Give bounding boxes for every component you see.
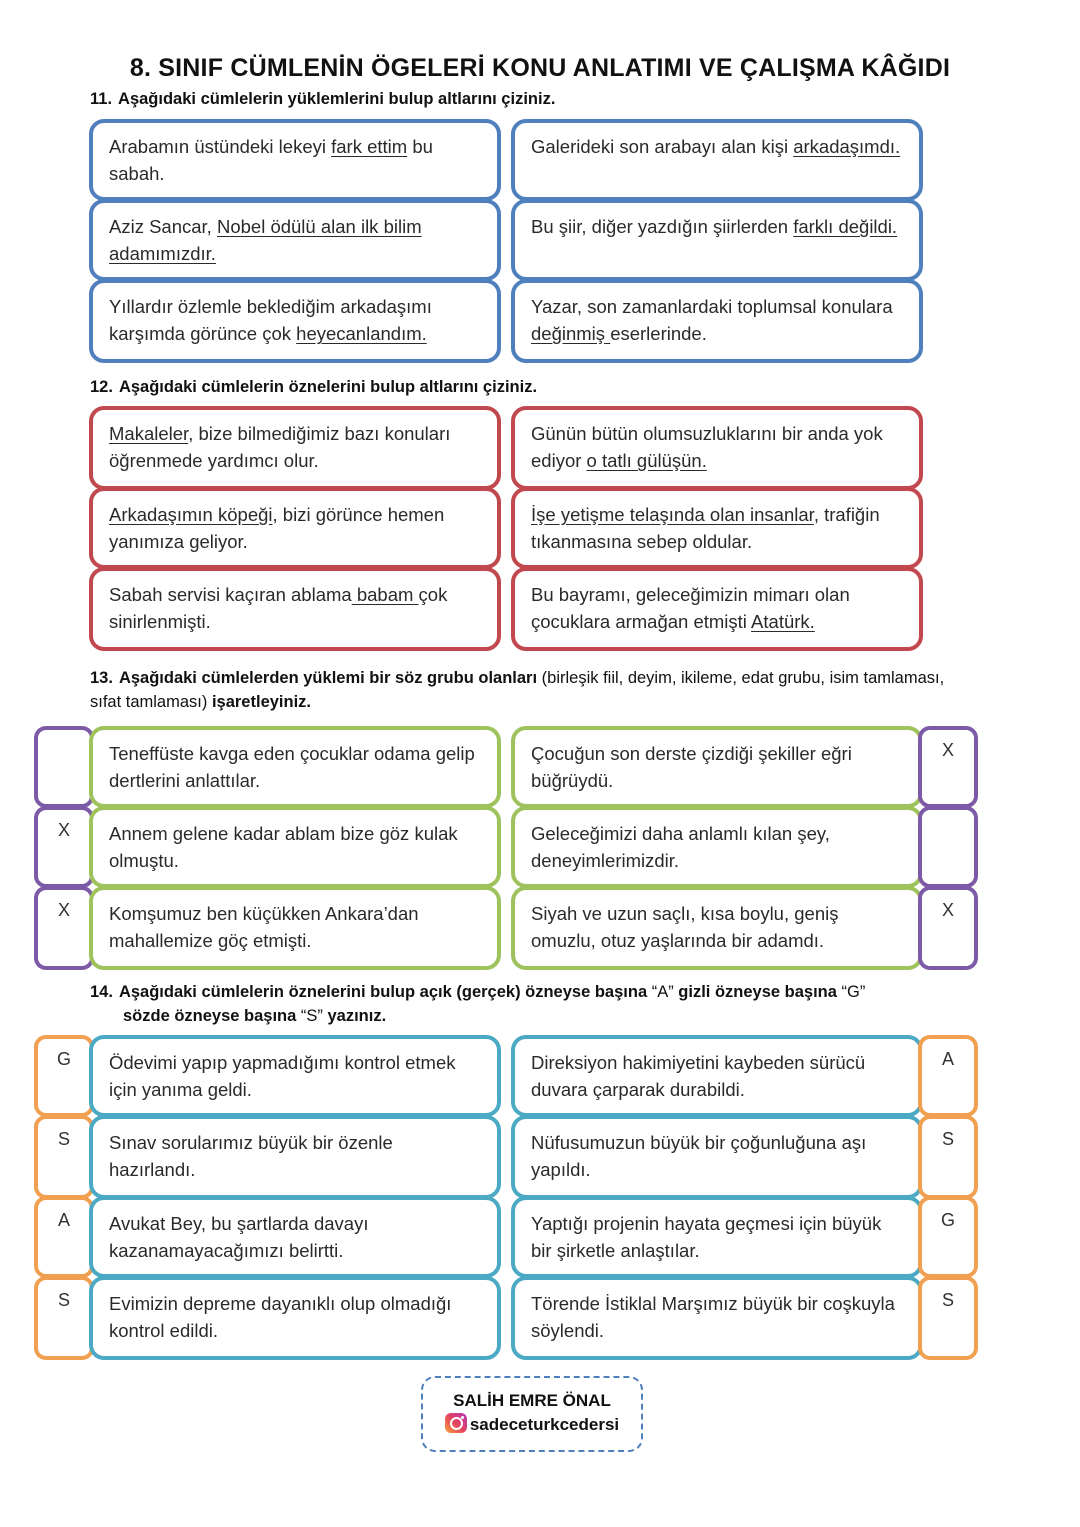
q14-left-mark-3[interactable]: A bbox=[34, 1196, 94, 1278]
q12-sentence-3: Arkadaşımın köpeği, bizi görünce hemen yanımıza geliyor. bbox=[89, 487, 501, 569]
predicate-underline: farklı değildi. bbox=[793, 216, 898, 237]
subject-underline: İşe yetişme telaşında olan insanlar bbox=[531, 504, 814, 525]
q14-right-mark-3[interactable]: G bbox=[918, 1196, 978, 1278]
q13-right-sentence-3: Siyah ve uzun saçlı, kısa boylu, geniş omuzlu, otuz yaşlarında bir adamdı. bbox=[511, 886, 923, 970]
q13-left-sentence-3: Komşumuz ben küçükken Ankara’dan mahallemize göç etmişti. bbox=[89, 886, 501, 970]
instagram-icon bbox=[445, 1413, 467, 1433]
q14-left-mark-4[interactable]: S bbox=[34, 1276, 94, 1360]
q13-left-sentence-1: Teneffüste kavga eden çocuklar odama gelip dertlerini anlattılar. bbox=[89, 726, 501, 808]
question-14-heading: 14. Aşağıdaki cümlelerin öznelerini bulup açık (gerçek) özneyse başına “A” gizli özneyse başına “G” sözde özneyse başına “S” yazınız. bbox=[90, 983, 866, 1025]
subject-underline: Makaleler bbox=[109, 423, 189, 444]
q13-right-sentence-1: Çocuğun son derste çizdiği şekiller eğri büğrüydü. bbox=[511, 726, 923, 808]
q13-right-mark-2[interactable] bbox=[918, 806, 978, 888]
q14-right-mark-2[interactable]: S bbox=[918, 1115, 978, 1199]
q14-left-sentence-3: Avukat Bey, bu şartlarda davayı kazanamayacağımızı belirtti. bbox=[89, 1196, 501, 1278]
q14-right-mark-1[interactable]: A bbox=[918, 1035, 978, 1117]
q11-sentence-1: Arabamın üstündeki lekeyi fark ettim bu sabah. bbox=[89, 119, 501, 201]
q14-right-sentence-4: Törende İstiklal Marşımız büyük bir coşkuyla söylendi. bbox=[511, 1276, 923, 1360]
q13-right-mark-1[interactable]: X bbox=[918, 726, 978, 808]
q14-right-sentence-3: Yaptığı projenin hayata geçmesi için büyük bir şirketle anlaştılar. bbox=[511, 1196, 923, 1278]
q11-sentence-4: Bu şiir, diğer yazdığın şiirlerden farklı değildi. bbox=[511, 199, 923, 281]
q13-left-mark-3[interactable]: X bbox=[34, 886, 94, 970]
question-13-heading: 13. Aşağıdaki cümlelerden yüklemi bir söz grubu olanları (birleşik fiil, deyim, ikileme, edat grubu, isim tamlaması, sıfat tamlaması) işaretleyiniz. bbox=[90, 669, 945, 711]
q14-right-mark-4[interactable]: S bbox=[918, 1276, 978, 1360]
q14-left-sentence-2: Sınav sorularımız büyük bir özenle hazırlandı. bbox=[89, 1115, 501, 1199]
subject-underline: Arkadaşımın köpeği bbox=[109, 504, 273, 525]
q11-sentence-5: Yıllardır özlemle beklediğim arkadaşımı karşımda görünce çok heyecanlandım. bbox=[89, 279, 501, 363]
predicate-underline: fark ettim bbox=[331, 136, 408, 157]
instagram-handle[interactable]: sadeceturkcedersi bbox=[423, 1413, 641, 1437]
q14-left-sentence-4: Evimizin depreme dayanıklı olup olmadığı kontrol edildi. bbox=[89, 1276, 501, 1360]
q14-left-mark-2[interactable]: S bbox=[34, 1115, 94, 1199]
subject-underline: babam bbox=[351, 584, 419, 605]
q11-sentence-6: Yazar, son zamanlardaki toplumsal konulara değinmiş eserlerinde. bbox=[511, 279, 923, 363]
q12-sentence-4: İşe yetişme telaşında olan insanlar, trafiğin tıkanmasına sebep oldular. bbox=[511, 487, 923, 569]
author-credit bbox=[421, 1376, 643, 1452]
q12-sentence-5: Sabah servisi kaçıran ablama babam çok sinirlenmişti. bbox=[89, 567, 501, 651]
q13-left-mark-2[interactable]: X bbox=[34, 806, 94, 888]
predicate-underline: değinmiş bbox=[531, 323, 611, 344]
question-11-heading: 11. Aşağıdaki cümlelerin yüklemlerini bulup altlarını çiziniz. bbox=[90, 90, 556, 108]
q13-right-sentence-2: Geleceğimizi daha anlamlı kılan şey, deneyimlerimizdir. bbox=[511, 806, 923, 888]
q12-sentence-6: Bu bayramı, geleceğimizin mimarı olan çocuklara armağan etmişti Atatürk. bbox=[511, 567, 923, 651]
predicate-underline: arkadaşımdı. bbox=[793, 136, 901, 157]
q14-right-sentence-1: Direksiyon hakimiyetini kaybeden sürücü duvara çarparak durabildi. bbox=[511, 1035, 923, 1117]
q11-sentence-2: Galerideki son arabayı alan kişi arkadaşımdı. bbox=[511, 119, 923, 201]
predicate-underline: Nobel ödülü alan ilk bilim adamımızdır. bbox=[109, 216, 422, 264]
q11-sentence-3: Aziz Sancar, Nobel ödülü alan ilk bilim adamımızdır. bbox=[89, 199, 501, 281]
q12-sentence-1: Makaleler, bize bilmediğimiz bazı konuları öğrenmede yardımcı olur. bbox=[89, 406, 501, 490]
subject-underline: o tatlı gülüşün. bbox=[586, 450, 707, 471]
q14-left-sentence-1: Ödevimi yapıp yapmadığımı kontrol etmek için yanıma geldi. bbox=[89, 1035, 501, 1117]
subject-underline: Atatürk. bbox=[751, 611, 815, 632]
page-title: 8. SINIF CÜMLENİN ÖGELERİ KONU ANLATIMI VE ÇALIŞMA KÂĞIDI bbox=[129, 54, 951, 82]
q13-right-mark-3[interactable]: X bbox=[918, 886, 978, 970]
q13-left-sentence-2: Annem gelene kadar ablam bize göz kulak olmuştu. bbox=[89, 806, 501, 888]
q13-left-mark-1[interactable] bbox=[34, 726, 94, 808]
question-12-heading: 12. Aşağıdaki cümlelerin öznelerini bulup altlarını çiziniz. bbox=[90, 378, 538, 396]
author-name: SALİH EMRE ÖNAL bbox=[453, 1391, 611, 1410]
predicate-underline: heyecanlandım. bbox=[296, 323, 427, 344]
q12-sentence-2: Günün bütün olumsuzluklarını bir anda yok ediyor o tatlı gülüşün. bbox=[511, 406, 923, 490]
q14-right-sentence-2: Nüfusumuzun büyük bir çoğunluğuna aşı yapıldı. bbox=[511, 1115, 923, 1199]
q14-left-mark-1[interactable]: G bbox=[34, 1035, 94, 1117]
